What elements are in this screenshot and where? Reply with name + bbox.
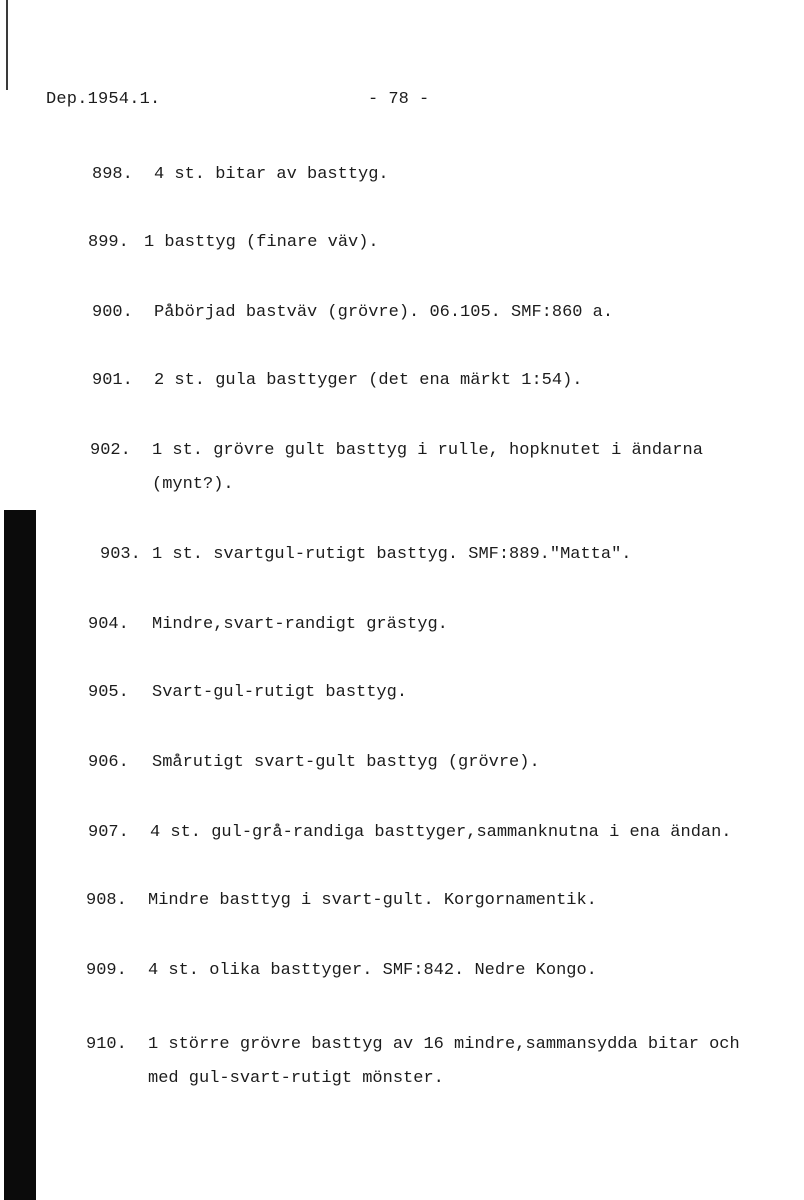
- entry-text: 1 större grövre basttyg av 16 mindre,sammansydda bitar och: [148, 1035, 740, 1054]
- entry-number: 906.: [88, 753, 129, 772]
- entry-text: Svart-gul-rutigt basttyg.: [152, 683, 408, 702]
- entry-text: 1 st. svartgul-rutigt basttyg. SMF:889."Matta".: [152, 545, 632, 564]
- entry-number: 909.: [86, 961, 127, 980]
- entry-number: 901.: [92, 371, 133, 390]
- scan-edge-left: [4, 510, 36, 1200]
- entry-text: 4 st. gul-grå-randiga basttyger,sammanknutna i ena ändan.: [150, 823, 732, 842]
- page-number: - 78 -: [368, 90, 430, 109]
- entry-text: Mindre,svart-randigt grästyg.: [152, 615, 448, 634]
- document-reference: Dep.1954.1.: [46, 90, 161, 109]
- entry-number: 899.: [88, 233, 129, 252]
- entry-text: 4 st. olika basttyger. SMF:842. Nedre Kongo.: [148, 961, 597, 980]
- entry-text: 1 basttyg (finare väv).: [144, 233, 379, 252]
- entry-text: 2 st. gula basttyger (det ena märkt 1:54).: [154, 371, 583, 390]
- entry-number: 910.: [86, 1035, 127, 1054]
- entry-number: 903.: [100, 545, 141, 564]
- entry-text: 1 st. grövre gult basttyg i rulle, hopknutet i ändarna: [152, 441, 703, 460]
- entry-text: Påbörjad bastväv (grövre). 06.105. SMF:860 a.: [154, 303, 614, 322]
- entry-text: Smårutigt svart-gult basttyg (grövre).: [152, 753, 540, 772]
- entry-number: 907.: [88, 823, 129, 842]
- entry-text-continued: med gul-svart-rutigt mönster.: [148, 1069, 444, 1088]
- entry-number: 898.: [92, 165, 133, 184]
- entry-text: Mindre basttyg i svart-gult. Korgornamentik.: [148, 891, 597, 910]
- entry-number: 904.: [88, 615, 129, 634]
- entry-number: 900.: [92, 303, 133, 322]
- entry-number: 905.: [88, 683, 129, 702]
- entry-text-continued: (mynt?).: [152, 475, 234, 494]
- entry-number: 902.: [90, 441, 131, 460]
- entry-number: 908.: [86, 891, 127, 910]
- scan-edge-top: [6, 0, 8, 90]
- entry-text: 4 st. bitar av basttyg.: [154, 165, 389, 184]
